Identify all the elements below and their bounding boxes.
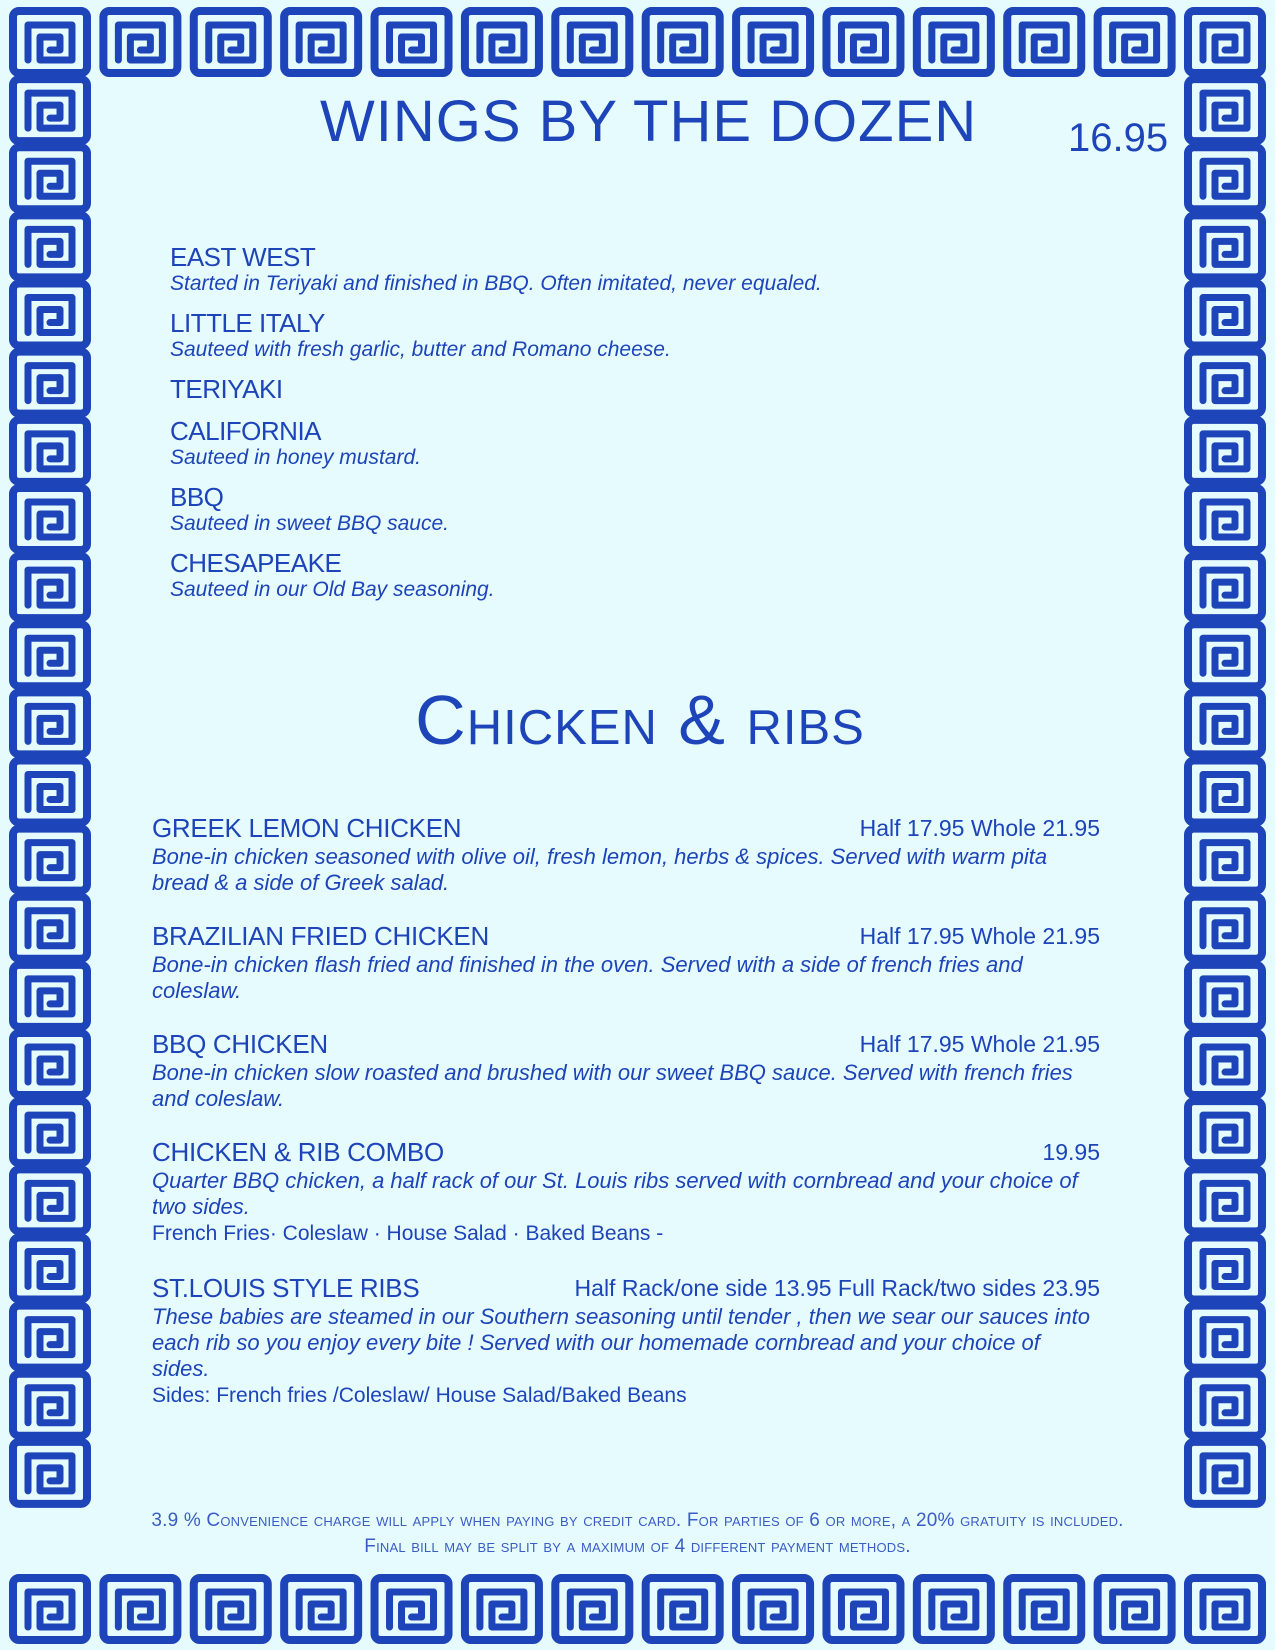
item-name: CHICKEN & RIB COMBO [152, 1137, 444, 1167]
menu-item [152, 1272, 1100, 1410]
item-price: Half Rack/one side 13.95 Full Rack/two sides 23.95 [574, 1275, 1100, 1301]
item-description: Bone-in chicken flash fried and finished in the oven. Served with a side of french fries and coleslaw. [152, 952, 1023, 1003]
item-description: Bone-in chicken slow roasted and brushed with our sweet BBQ sauce. Served with french fries and coleslaw. [152, 1060, 1073, 1111]
item-price: Half 17.95 Whole 21.95 [859, 923, 1100, 949]
wing-name: TERIYAKI [170, 374, 283, 404]
item-sides: French Fries· Coleslaw · House Salad · Baked Beans - [152, 1222, 664, 1245]
chicken-ribs-section-title: Chicken & ribs [415, 681, 865, 759]
wings-price: 16.95 [1068, 116, 1169, 160]
menu-item [152, 1136, 1100, 1248]
wings-section-title: WINGS BY THE DOZEN [320, 89, 978, 154]
menu-item [152, 812, 1100, 896]
wing-item [170, 374, 1070, 404]
wings-list [170, 242, 1070, 614]
wing-name: EAST WEST [170, 242, 316, 272]
item-name: ST.LOUIS STYLE RIBS [152, 1273, 420, 1303]
item-price: Half 17.95 Whole 21.95 [859, 1031, 1100, 1057]
item-price: Half 17.95 Whole 21.95 [859, 815, 1100, 841]
wing-name: BBQ [170, 482, 224, 512]
item-description: These babies are steamed in our Southern seasoning until tender , then we sear our sauces into each rib so you enjoy every bite ! Served with our homemade cornbread and your choice of sides. [152, 1304, 1091, 1381]
wing-name: CHESAPEAKE [170, 548, 342, 578]
wing-description: Sauteed in sweet BBQ sauce. [170, 512, 449, 535]
wing-description: Sauteed in honey mustard. [170, 446, 421, 469]
menu-item [152, 1028, 1100, 1112]
wing-name: CALIFORNIA [170, 416, 322, 446]
item-description: Quarter BBQ chicken, a half rack of our St. Louis ribs served with cornbread and your choice of two sides. [152, 1168, 1078, 1219]
wing-item [170, 308, 1070, 362]
wing-description: Started in Teriyaki and finished in BBQ. Often imitated, never equaled. [170, 272, 822, 295]
item-name: BBQ CHICKEN [152, 1029, 328, 1059]
menu-item [152, 920, 1100, 1004]
chicken-ribs-list [152, 812, 1100, 1434]
item-name: BRAZILIAN FRIED CHICKEN [152, 921, 489, 951]
wing-item [170, 242, 1070, 296]
wing-name: LITTLE ITALY [170, 308, 325, 338]
item-description: Bone-in chicken seasoned with olive oil, fresh lemon, herbs & spices. Served with warm pita bread & a side of Greek salad. [152, 844, 1048, 895]
item-sides: Sides: French fries /Coleslaw/ House Salad/Baked Beans [152, 1384, 687, 1407]
wing-item [170, 548, 1070, 602]
payment-notice: 3.9 % Convenience charge will apply when paying by credit card. For parties of 6 or more, a 20% gratuity is included. Final bill may be split by a maximum of 4 different payment methods. [151, 1510, 1124, 1557]
wing-item [170, 482, 1070, 536]
item-name: GREEK LEMON CHICKEN [152, 813, 462, 843]
wing-description: Sauteed in our Old Bay seasoning. [170, 578, 495, 601]
wing-item [170, 416, 1070, 470]
wing-description: Sauteed with fresh garlic, butter and Romano cheese. [170, 338, 671, 361]
item-price: 19.95 [1042, 1139, 1100, 1165]
